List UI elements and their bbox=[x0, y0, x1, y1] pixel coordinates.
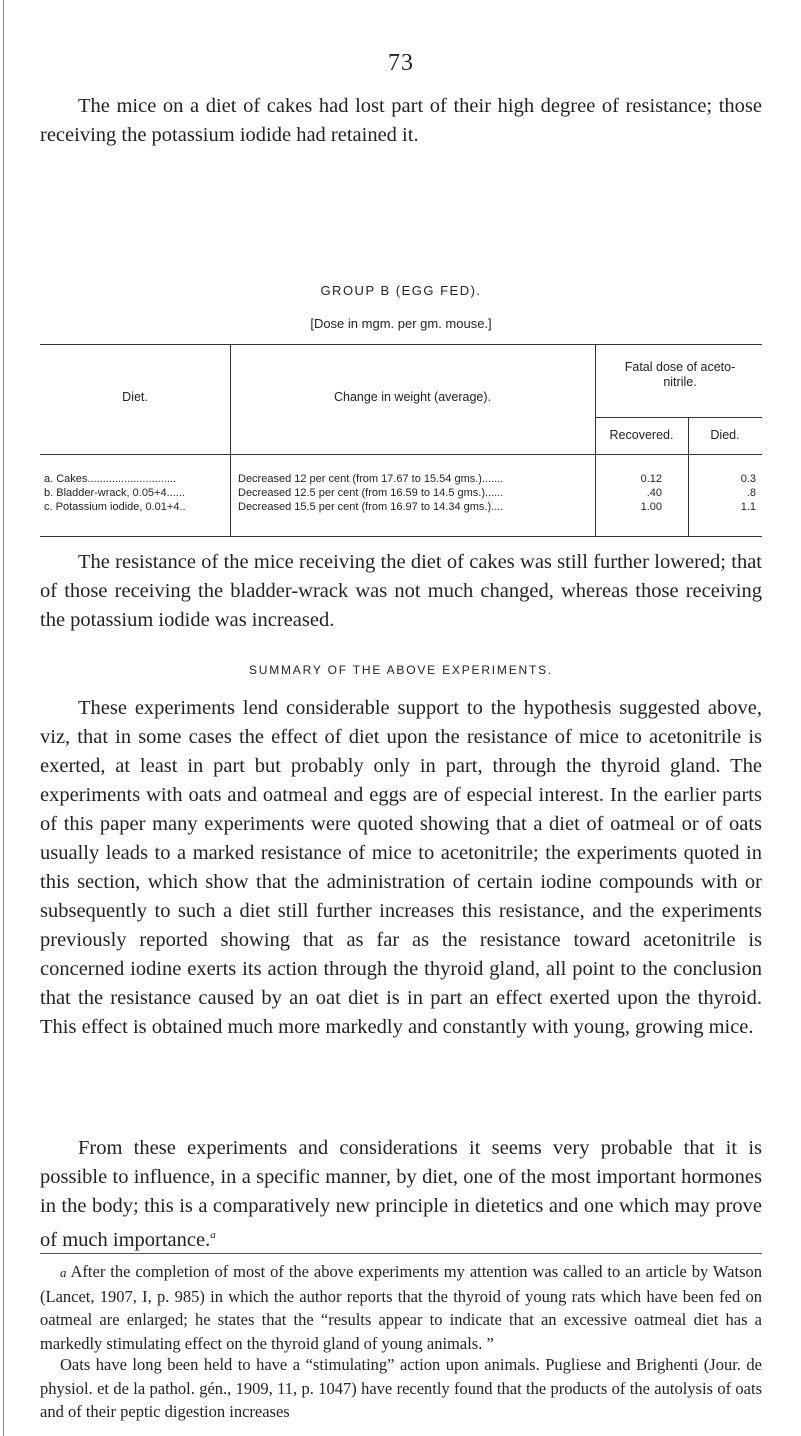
row-a-died: 0.3 bbox=[740, 473, 756, 485]
table-top-rule bbox=[40, 344, 762, 345]
conclusion-text: From these experiments and considerations it seems very probable that it is possible to influence, in a specific manner, by diet, one of the most important hormones in the body; this is a comparatively new principle in dietetics and one which may prove of much importance. bbox=[40, 1137, 762, 1251]
intro-paragraph: The mice on a diet of cakes had lost part of their high degree of resistance; those receiving the potassium iodide had retained it. bbox=[40, 95, 762, 146]
row-c-died: 1.1 bbox=[740, 501, 756, 513]
row-a-change: Decreased 12 per cent (from 17.67 to 15.54 gms.)....... bbox=[238, 473, 504, 485]
footnote-marker: a bbox=[60, 1265, 67, 1280]
row-b-change: Decreased 12.5 per cent (from 16.59 to 14.5 gms.)...... bbox=[238, 487, 504, 499]
header-diet: Diet. bbox=[122, 390, 148, 404]
group-title: GROUP B (EGG FED). bbox=[320, 283, 482, 298]
row-b-diet: b. Bladder-wrack, 0.05+4...... bbox=[44, 487, 185, 499]
conclusion-paragraph bbox=[40, 1134, 762, 1255]
footnote-rule bbox=[40, 1253, 762, 1254]
row-b-recovered: .40 bbox=[646, 487, 662, 499]
row-b-died: .8 bbox=[746, 487, 756, 499]
header-fatal-dose: Fatal dose of aceto-nitrile. bbox=[624, 360, 736, 389]
row-a-recovered: 0.12 bbox=[640, 473, 662, 485]
table-bottom-rule bbox=[40, 536, 762, 537]
resistance-paragraph: The resistance of the mice receiving the diet of cakes was still further lowered; that of those receiving the bladder-wrack was not much changed, whereas those receiving the potassium iodide was increased. bbox=[40, 551, 762, 631]
table-subheader-rule bbox=[595, 417, 762, 418]
table-header-rule bbox=[40, 454, 762, 455]
row-c-change: Decreased 15.5 per cent (from 16.97 to 14.34 gms.).... bbox=[238, 501, 504, 513]
footnote-2: Oats have long been held to have a “stimulating” action upon animals. Pugliese and Brighenti (Jour. de physiol. et de la pathol. gén., 1909, 11, p. 1047) have recently found that the products of the autolysis of oats and of their peptic digestion increases bbox=[40, 1355, 762, 1421]
footnote-1 bbox=[40, 1260, 762, 1355]
row-c-recovered: 1.00 bbox=[640, 501, 662, 513]
header-change-in-weight: Change in weight (average). bbox=[333, 390, 492, 404]
page-number: 73 bbox=[388, 50, 414, 76]
footnote-1-text: After the completion of most of the above experiments my attention was called to an article by Watson (Lancet, 1907, I, p. 985) in which the author reports that the thyroid of young rats which have been fed on oatmeal are enlarged; he states that the “results appear to indicate that an excessive oatmeal diet has a markedly stimulating effect on the thyroid gland of young animals. ” bbox=[40, 1262, 762, 1353]
results-table bbox=[40, 344, 762, 537]
row-c-diet: c. Potassium iodide, 0.01+4.. bbox=[44, 501, 186, 513]
table-col-divider-1 bbox=[230, 344, 231, 536]
summary-paragraph: These experiments lend considerable support to the hypothesis suggested above, viz, that in some cases the effect of diet upon the resistance of mice to acetonitrile is exerted, at least in part but probably only in part, through the thyroid gland. The experiments with oats and oatmeal and eggs are of especial interest. In the earlier parts of this paper many experiments were quoted showing that a diet of oatmeal or of oats usually leads to a marked resistance of mice to acetonitrile; the experiments quoted in this section, which show that the administration of certain iodine compounds with or subsequently to such a diet still further increases this resistance, and the experiments previously reported showing that as far as the resistance toward acetonitrile is concerned iodine exerts its action through the thyroid gland, all point to the conclusion that the resistance caused by an oat diet is in part an effect exerted upon the thyroid. This effect is obtained much more markedly and constantly with young, growing mice. bbox=[40, 697, 762, 1038]
row-a-diet: a. Cakes............................. bbox=[44, 473, 177, 485]
page-edge-rule bbox=[3, 0, 4, 1436]
footnote-reference: a bbox=[210, 1229, 216, 1241]
header-died: Died. bbox=[710, 428, 740, 442]
dose-note: [Dose in mgm. per gm. mouse.] bbox=[310, 316, 492, 331]
header-recovered: Recovered. bbox=[609, 428, 674, 442]
summary-heading: SUMMARY OF THE ABOVE EXPERIMENTS. bbox=[248, 663, 554, 677]
